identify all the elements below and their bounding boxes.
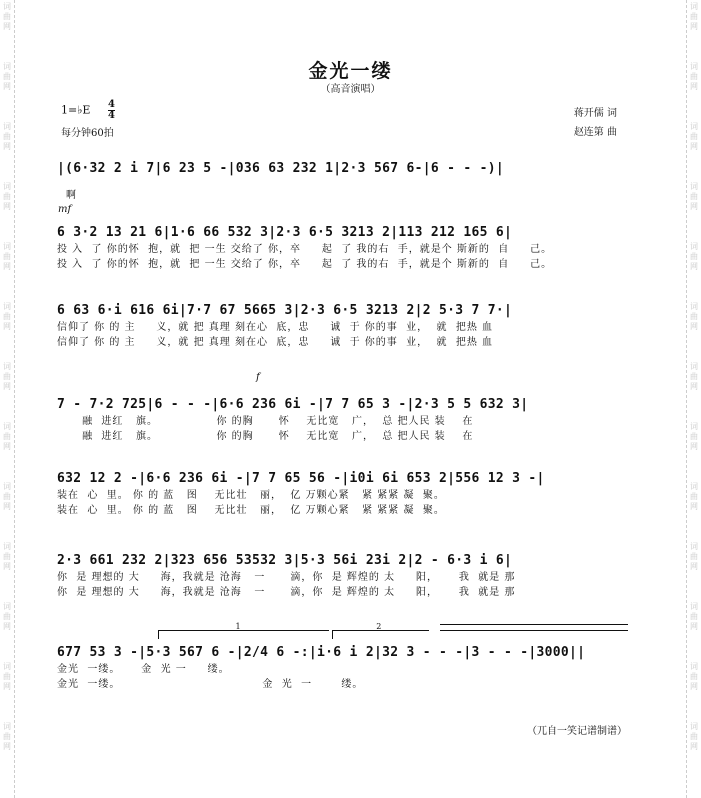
key-label: 1=♭E bbox=[61, 103, 91, 117]
lyrics-verse-2: 投 入 了 你的怀 抱，就 把 一生 交给了 你，卒 起 了 我的右 手，就是个 斯新的 自 己。 bbox=[57, 259, 553, 270]
side-mark: 词曲网 bbox=[690, 242, 698, 271]
side-mark: 词曲网 bbox=[690, 182, 698, 211]
volta-bracket-1 bbox=[158, 622, 329, 639]
volta-number: 1 bbox=[235, 622, 241, 631]
side-mark: 词曲网 bbox=[3, 2, 11, 31]
lyrics-verse-1: 融 进红 旗。 你 的胸 怀 无比宽 广， 总 把人民 装 在 bbox=[57, 416, 474, 427]
lyrics-verse-2: 金光 一缕。 金 光 一 缕。 bbox=[57, 679, 364, 690]
notation-line: 677 53 3 -|5·3 567 6 -|2/4 6 -:|i·6 i 2|32 3 - - -|3 - - -|3000|| bbox=[57, 645, 586, 660]
side-mark: 词曲网 bbox=[3, 422, 11, 451]
notation-line: 632 12 2 -|6·6 236 6i -|7 7 65 56 -|i0i 6i 653 2|556 12 3 -| bbox=[57, 471, 545, 486]
side-mark: 词曲网 bbox=[690, 422, 698, 451]
side-mark: 词曲网 bbox=[690, 122, 698, 151]
decrescendo-line bbox=[440, 630, 628, 631]
side-mark: 词曲网 bbox=[3, 242, 11, 271]
side-mark: 词曲网 bbox=[3, 602, 11, 631]
side-mark: 词曲网 bbox=[690, 362, 698, 391]
side-mark: 词曲网 bbox=[690, 662, 698, 691]
side-mark: 词曲网 bbox=[690, 482, 698, 511]
key-signature bbox=[61, 100, 115, 121]
intro-syllable: 啊 bbox=[66, 190, 76, 201]
composer: 赵连第 曲 bbox=[573, 127, 617, 138]
lyrics-verse-2: 装在 心 里。 你 的 蓝 图 无比壮 丽， 亿 万颗心紧 紧 紧紧 凝 聚。 bbox=[57, 505, 445, 516]
score-line bbox=[57, 302, 640, 350]
side-mark: 词曲网 bbox=[690, 62, 698, 91]
performance-note: （高音演唱） bbox=[320, 84, 381, 95]
side-mark: 词曲网 bbox=[3, 362, 11, 391]
notation-line: 7 - 7·2 725|6 - - -|6·6 236 6i -|7 7 65 3 -|2·3 5 5 632 3| bbox=[57, 397, 529, 412]
side-mark: 词曲网 bbox=[3, 182, 11, 211]
song-title: 金光一缕 bbox=[308, 60, 393, 82]
right-watermark-column bbox=[686, 0, 701, 798]
side-mark: 词曲网 bbox=[3, 302, 11, 331]
lyrics-verse-1: 装在 心 里。 你 的 蓝 图 无比壮 丽， 亿 万颗心紧 紧 紧紧 凝 聚。 bbox=[57, 490, 445, 501]
score-line bbox=[57, 160, 640, 178]
score-line bbox=[57, 396, 640, 444]
side-mark: 词曲网 bbox=[690, 302, 698, 331]
dynamic-mf: mf bbox=[58, 204, 72, 215]
lyrics-verse-1: 信仰了 你 的 主 义，就 把 真理 刻在心 底，忠 诚 于 你的事 业， 就 把热 血 bbox=[57, 322, 494, 333]
credits bbox=[574, 104, 617, 142]
left-watermark-column bbox=[0, 0, 15, 798]
score-line bbox=[57, 470, 640, 518]
notation-line: 6 63 6·i 616 6i|7·7 67 5665 3|2·3 6·5 3213 2|2 5·3 7 7·| bbox=[57, 303, 513, 318]
side-mark: 词曲网 bbox=[3, 542, 11, 571]
side-mark: 词曲网 bbox=[3, 662, 11, 691]
dynamic-f: f bbox=[256, 372, 260, 383]
volta-number: 2 bbox=[376, 622, 382, 631]
volta-bracket-2 bbox=[332, 622, 429, 639]
side-mark: 词曲网 bbox=[3, 722, 11, 751]
score-line bbox=[57, 552, 640, 600]
lyrics-verse-2: 你 是 理想的 大 海，我就是 沧海 一 滴，你 是 辉煌的 太 阳， 我 就是 那 bbox=[57, 587, 516, 598]
transcription-credit: （兀自一笑记谱制谱） bbox=[527, 726, 627, 737]
lyricist: 蒋开儒 词 bbox=[573, 108, 617, 119]
lyrics-verse-1: 你 是 理想的 大 海，我就是 沧海 一 滴，你 是 辉煌的 太 阳， 我 就是 那 bbox=[57, 572, 516, 583]
side-mark: 词曲网 bbox=[690, 602, 698, 631]
side-mark: 词曲网 bbox=[690, 722, 698, 751]
side-mark: 词曲网 bbox=[3, 482, 11, 511]
side-mark: 词曲网 bbox=[690, 542, 698, 571]
score-line bbox=[57, 224, 640, 272]
lyrics-verse-1: 投 入 了 你的怀 抱，就 把 一生 交给了 你，卒 起 了 我的右 手，就是个 斯新的 自 己。 bbox=[57, 244, 553, 255]
lyrics-verse-2: 信仰了 你 的 主 义，就 把 真理 刻在心 底，忠 诚 于 你的事 业， 就 把热 血 bbox=[57, 337, 494, 348]
tempo-marking: 每分钟60拍 bbox=[61, 128, 114, 139]
score-line bbox=[57, 644, 640, 692]
side-mark: 词曲网 bbox=[690, 2, 698, 31]
notation-line: 6 3·2 13 21 6|1·6 66 532 3|2·3 6·5 3213 2|113 212 165 6| bbox=[57, 225, 513, 240]
time-signature-top: 4 bbox=[107, 99, 115, 110]
side-mark: 词曲网 bbox=[3, 62, 11, 91]
lyrics-verse-1: 金光 一缕。 金 光 一 缕。 bbox=[57, 664, 230, 675]
time-signature bbox=[108, 100, 115, 121]
lyrics-verse-2: 融 进红 旗。 你 的胸 怀 无比宽 广， 总 把人民 装 在 bbox=[57, 431, 474, 442]
notation-line: 2·3 661 232 2|323 656 53532 3|5·3 56i 23i 2|2 - 6·3 i 6| bbox=[57, 553, 513, 568]
side-mark: 词曲网 bbox=[3, 122, 11, 151]
decrescendo-line bbox=[440, 624, 628, 625]
notation-line: |(6·32 2 i 7|6 23 5 -|036 63 232 1|2·3 567 6-|6 - - -)| bbox=[57, 161, 504, 176]
time-signature-bottom: 4 bbox=[107, 110, 115, 121]
